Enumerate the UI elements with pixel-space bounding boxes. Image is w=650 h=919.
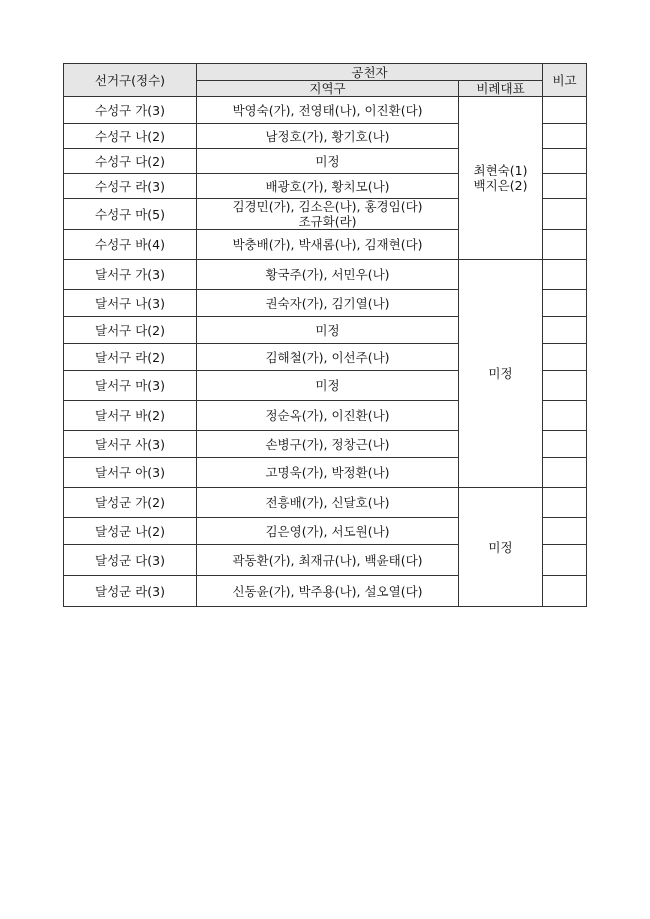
proportional-cell (459, 488, 543, 607)
candidates-cell: 미정 (197, 149, 459, 174)
candidates-cell: 박영숙(가), 전영태(나), 이진환(다) (197, 97, 459, 124)
table-row (64, 260, 587, 290)
district-cell: 달서구 다(2) (64, 317, 197, 344)
remarks-cell (543, 149, 587, 174)
remarks-cell (543, 401, 587, 431)
district-cell: 달서구 사(3) (64, 431, 197, 458)
district-cell: 수성구 바(4) (64, 230, 197, 260)
proportional-cell (459, 260, 543, 488)
candidates-cell: 곽동환(가), 최재규(나), 백윤태(다) (197, 545, 459, 576)
candidates-cell: 김은영(가), 서도원(나) (197, 518, 459, 545)
remarks-cell (543, 488, 587, 518)
header-local: 지역구 (197, 81, 459, 97)
candidates-cell: 황국주(가), 서민우(나) (197, 260, 459, 290)
proportional-line: 미정 (488, 366, 513, 381)
district-cell: 달서구 나(3) (64, 290, 197, 317)
remarks-cell (543, 576, 587, 607)
table-row (64, 97, 587, 124)
remarks-cell (543, 97, 587, 124)
district-cell: 달성군 다(3) (64, 545, 197, 576)
district-cell: 수성구 가(3) (64, 97, 197, 124)
candidates-cell: 전흥배(가), 신달호(나) (197, 488, 459, 518)
table-row (64, 488, 587, 518)
candidates-cell: 권숙자(가), 김기열(나) (197, 290, 459, 317)
remarks-cell (543, 545, 587, 576)
remarks-cell (543, 431, 587, 458)
candidates-cell: 고명욱(가), 박정환(나) (197, 458, 459, 488)
header-proportional: 비례대표 (459, 81, 543, 97)
remarks-cell (543, 344, 587, 371)
remarks-cell (543, 260, 587, 290)
remarks-cell (543, 124, 587, 149)
proportional-line: 백지은(2) (473, 178, 528, 193)
district-cell: 달성군 나(2) (64, 518, 197, 545)
header-nominees: 공천자 (197, 64, 543, 81)
remarks-cell (543, 230, 587, 260)
district-cell: 달서구 아(3) (64, 458, 197, 488)
remarks-cell (543, 371, 587, 401)
candidates-cell: 정순옥(가), 이진환(나) (197, 401, 459, 431)
district-cell: 달서구 라(2) (64, 344, 197, 371)
remarks-cell (543, 174, 587, 199)
remarks-cell (543, 458, 587, 488)
candidates-cell: 배광호(가), 황치모(나) (197, 174, 459, 199)
candidates-line: 조규화(라) (298, 214, 357, 229)
district-cell: 달성군 가(2) (64, 488, 197, 518)
district-cell: 달성군 라(3) (64, 576, 197, 607)
candidates-line: 김경민(가), 김소은(나), 홍경임(다) (232, 199, 423, 214)
remarks-cell (543, 317, 587, 344)
proportional-line: 최현숙(1) (473, 163, 528, 178)
candidates-cell: 미정 (197, 317, 459, 344)
proportional-cell (459, 97, 543, 260)
district-cell: 수성구 나(2) (64, 124, 197, 149)
remarks-cell (543, 290, 587, 317)
candidates-cell: 남정호(가), 황기호(나) (197, 124, 459, 149)
remarks-cell (543, 518, 587, 545)
candidates-cell: 김해철(가), 이선주(나) (197, 344, 459, 371)
candidates-cell: 미정 (197, 371, 459, 401)
candidates-cell: 박충배(가), 박새롬(나), 김재현(다) (197, 230, 459, 260)
district-cell: 수성구 라(3) (64, 174, 197, 199)
district-cell: 수성구 마(5) (64, 199, 197, 230)
candidates-cell (197, 199, 459, 230)
header-remarks: 비고 (543, 64, 587, 97)
district-cell: 달서구 바(2) (64, 401, 197, 431)
candidates-cell: 신동윤(가), 박주용(나), 설오열(다) (197, 576, 459, 607)
remarks-cell (543, 199, 587, 230)
district-cell: 달서구 가(3) (64, 260, 197, 290)
candidates-cell: 손병구(가), 정창근(나) (197, 431, 459, 458)
proportional-line: 미정 (488, 539, 513, 555)
district-cell: 달서구 마(3) (64, 371, 197, 401)
header-district: 선거구(정수) (64, 64, 197, 97)
district-cell: 수성구 다(2) (64, 149, 197, 174)
candidate-table (63, 63, 587, 607)
